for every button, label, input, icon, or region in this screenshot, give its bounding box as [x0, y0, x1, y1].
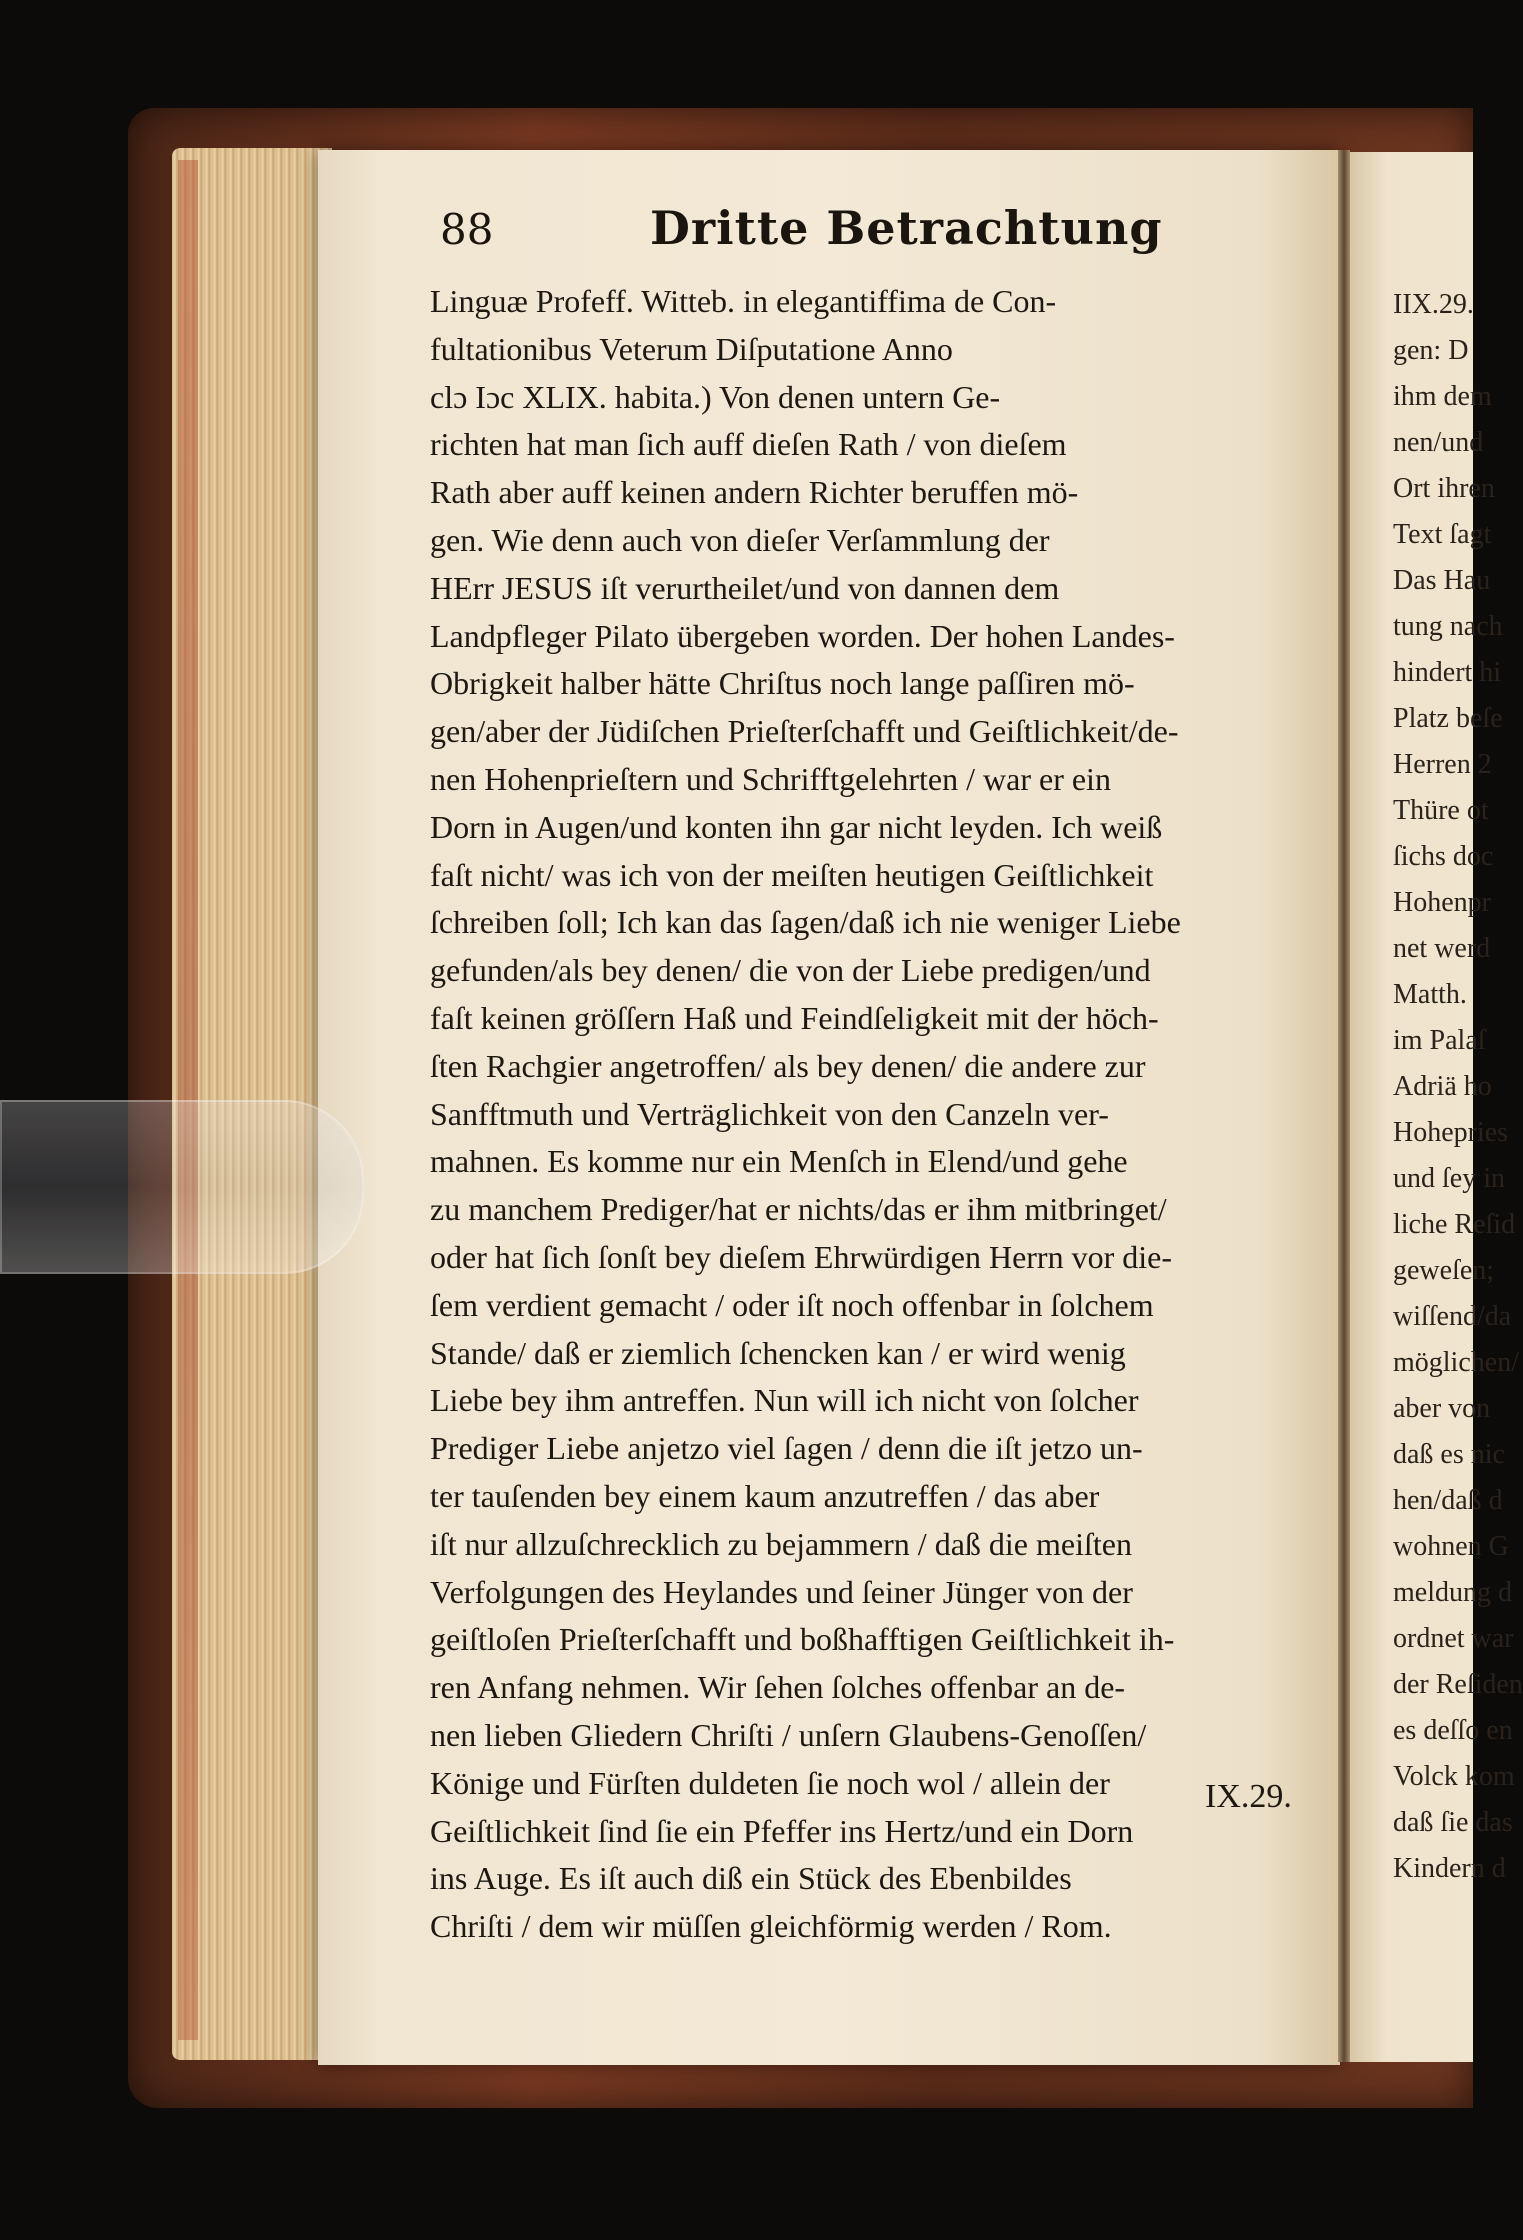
text-line: mahnen. Es komme nur ein Menſch in Elend/und gehe — [430, 1143, 1128, 1180]
catchword: IX.29. — [1205, 1778, 1292, 1815]
text-line: aber von — [1393, 1393, 1491, 1424]
text-line: liche Reſid — [1393, 1209, 1516, 1240]
text-line: Hohepries — [1393, 1117, 1509, 1148]
text-line: daß ſie das — [1393, 1807, 1513, 1838]
text-line: ſichs doc — [1393, 841, 1494, 872]
text-line: nen/und — [1393, 427, 1484, 458]
text-line: und ſey in — [1393, 1163, 1505, 1194]
text-line: ihm dem — [1393, 381, 1492, 412]
text-line: Sanfftmuth und Verträglichkeit von den Canzeln ver- — [430, 1095, 1109, 1132]
text-line: Dorn in Augen/und konten ihn gar nicht leyden. Ich weiß — [430, 808, 1163, 845]
text-line: iſt nur allzuſchrecklich zu bejammern / daß die meiſten — [430, 1525, 1132, 1562]
text-line: geiſtloſen Prieſterſchafft und boßhafftigen Geiſtlichkeit ih- — [430, 1621, 1175, 1658]
text-line: Thüre ot — [1393, 795, 1489, 826]
text-line: ordnet war — [1393, 1623, 1514, 1654]
text-line: faſt nicht/ was ich von der meiſten heutigen Geiſtlichkeit — [430, 856, 1154, 893]
text-line: nen lieben Gliedern Chriſti / unſern Glaubens-Genoſſen/ — [430, 1716, 1147, 1753]
right-page-text — [1393, 282, 1523, 1892]
text-line: fultationibus Veterum Diſputatione Anno — [430, 330, 953, 367]
text-line: Chriſti / dem wir müſſen gleichförmig werden / Rom. — [430, 1908, 1112, 1945]
text-line: Könige und Fürſten duldeten ſie noch wol / allein der — [430, 1764, 1110, 1801]
text-line: faſt keinen gröſſern Haß und Feindſeligkeit mit der höch- — [430, 999, 1159, 1036]
text-line: ter tauſenden bey einem kaum anzutreffen / das aber — [430, 1477, 1100, 1514]
text-line: Prediger Liebe anjetzo viel ſagen / denn die iſt jetzo un- — [430, 1430, 1143, 1467]
text-line: daß es nic — [1393, 1439, 1505, 1470]
text-line: nen Hohenprieſtern und Schrifftgelehrten / war er ein — [430, 760, 1111, 797]
text-line: Adriä ho — [1393, 1071, 1492, 1102]
text-line: Verfolgungen des Heylandes und ſeiner Jünger von der — [430, 1573, 1133, 1610]
text-line: Rath aber auff keinen andern Richter beruffen mö- — [430, 474, 1079, 511]
text-line: Ort ihren — [1393, 473, 1495, 504]
text-line: Text ſagt — [1393, 519, 1492, 550]
text-line: meldung d — [1393, 1577, 1512, 1608]
text-line: gen. Wie denn auch von dieſer Verſammlung der — [430, 521, 1050, 558]
text-line: tung nach — [1393, 611, 1503, 642]
text-line: ſten Rachgier angetroffen/ als bey denen/ die andere zur — [430, 1047, 1146, 1084]
text-line: es deſſo en — [1393, 1715, 1513, 1746]
text-line: Landpfleger Pilato übergeben worden. Der hohen Landes- — [430, 617, 1175, 654]
page-number: 88 — [440, 205, 494, 254]
text-line: ſem verdient gemacht / oder iſt noch offenbar in ſolchem — [430, 1286, 1154, 1323]
page-body-text — [430, 278, 1310, 1951]
text-line: Geiſtlichkeit ſind ſie ein Pfeffer ins Hertz/und ein Dorn — [430, 1812, 1134, 1849]
text-line: Obrigkeit halber hätte Chriſtus noch lange paſſiren mö- — [430, 665, 1135, 702]
book-gutter — [1338, 150, 1350, 2062]
text-line: zu manchem Prediger/hat er nichts/das er ihm mitbringet/ — [430, 1191, 1167, 1228]
text-line: IIX.29. — [1393, 289, 1474, 320]
text-line: Hohenpr — [1393, 887, 1491, 918]
text-line: gen/aber der Jüdiſchen Prieſterſchafft und Geiſtlichkeit/de- — [430, 713, 1179, 750]
text-line: der Reſiden — [1393, 1669, 1523, 1700]
text-line: im Palaſ — [1393, 1025, 1486, 1056]
glass-page-holder — [0, 1100, 364, 1274]
text-line: Volck kom — [1393, 1761, 1515, 1792]
text-line: Platz beſe — [1393, 703, 1503, 734]
text-line: Herren 2 — [1393, 749, 1492, 780]
text-line: Kindern d — [1393, 1853, 1506, 1884]
text-line: hindert hi — [1393, 657, 1502, 688]
text-line: gen: D — [1393, 335, 1469, 366]
text-line: ſchreiben ſoll; Ich kan das ſagen/daß ich nie weniger Liebe — [430, 904, 1181, 941]
text-line: clɔ Iɔc XLIX. habita.) Von denen untern Ge- — [430, 378, 1001, 415]
text-line: gefunden/als bey denen/ die von der Liebe predigen/und — [430, 952, 1151, 989]
text-line: hen/daß d — [1393, 1485, 1503, 1516]
running-title: Dritte Betrachtung — [650, 201, 1163, 255]
text-line: Liebe bey ihm antreffen. Nun will ich nicht von ſolcher — [430, 1382, 1139, 1419]
text-line: Das Hau — [1393, 565, 1491, 596]
text-line: Linguæ Profeff. Witteb. in elegantiffima de Con- — [430, 283, 1057, 319]
text-line: net werd — [1393, 933, 1491, 964]
page-header — [440, 201, 1310, 265]
text-line: oder hat ſich ſonſt bey dieſem Ehrwürdigen Herrn vor die- — [430, 1238, 1172, 1275]
text-line: Stande/ daß er ziemlich ſchencken kan / er wird wenig — [430, 1334, 1126, 1371]
text-line: wohnen G — [1393, 1531, 1509, 1562]
text-line: wiſſend/da — [1393, 1301, 1512, 1332]
text-line: möglichen/ — [1393, 1347, 1519, 1378]
text-line: ins Auge. Es iſt auch diß ein Stück des Ebenbildes — [430, 1860, 1072, 1897]
text-line: ren Anfang nehmen. Wir ſehen ſolches offenbar an de- — [430, 1669, 1126, 1706]
text-line: richten hat man ſich auff dieſen Rath / von dieſem — [430, 426, 1067, 463]
text-line: Matth. — [1393, 979, 1467, 1010]
text-line: geweſen; — [1393, 1255, 1495, 1286]
text-line: HErr JESUS iſt verurtheilet/und von dannen dem — [430, 569, 1060, 606]
